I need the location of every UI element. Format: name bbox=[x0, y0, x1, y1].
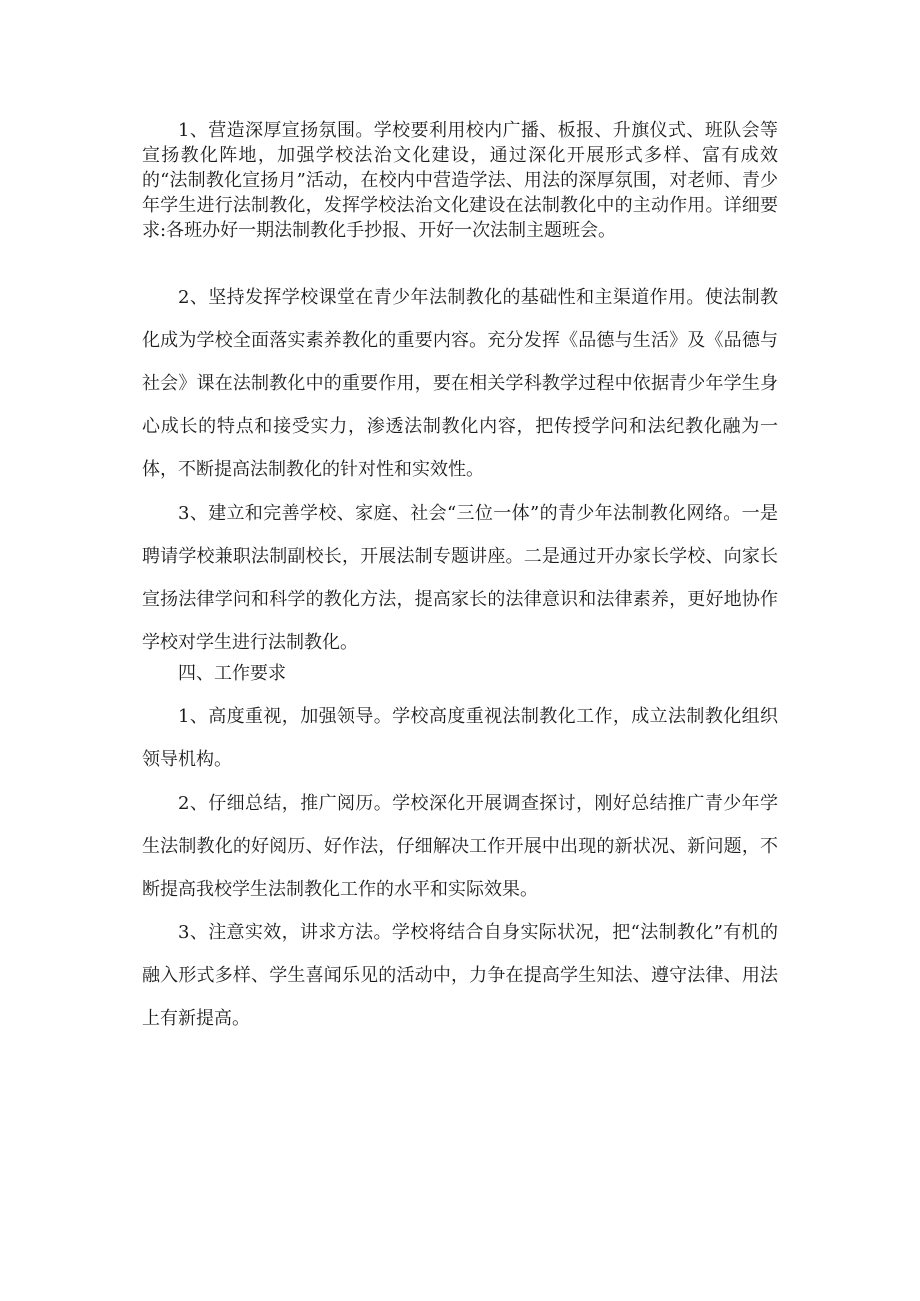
paragraph-leadership: 1、高度重视，加强领导。学校高度重视法制教化工作，成立法制教化组织领导机构。 bbox=[142, 706, 778, 770]
paragraph-education-network: 3、建立和完善学校、家庭、社会“三位一体”的青少年法制教化网络。一是聘请学校兼职法制副校长，开展法制专题讲座。二是通过开办家长学校、向家长宣扬法律学问和科学的教化方法，提高家长的法律意识和法律素养，更好地协作学校对学生进行法制教化。 bbox=[142, 503, 778, 653]
paragraph-summary-experience: 2、仔细总结，推广阅历。学校深化开展调查探讨，刚好总结推广青少年学生法制教化的好阅历、好作法，仔细解决工作开展中出现的新状况、新问题，不断提高我校学生法制教化工作的水平和实际效果。 bbox=[142, 793, 778, 900]
paragraph-publicity-atmosphere: 1、营造深厚宣扬氛围。学校要利用校内广播、板报、升旗仪式、班队会等宣扬教化阵地，加强学校法治文化建设，通过深化开展形式多样、富有成效的“法制教化宣扬月”活动，在校内中营造学法、用法的深厚氛围，对老师、青少年学生进行法制教化，发挥学校法治文化建设在法制教化中的主动作用。详细要求:各班办好一期法制教化手抄报、开好一次法制主题班会。 bbox=[142, 120, 778, 241]
section-heading-work-requirements: 四、工作要求 bbox=[178, 663, 286, 684]
paragraph-effectiveness: 3、注意实效，讲求方法。学校将结合自身实际状况，把“法制教化”有机的融入形式多样、学生喜闻乐见的活动中，力争在提高学生知法、遵守法律、用法上有新提高。 bbox=[142, 922, 778, 1029]
paragraph-classroom-role: 2、坚持发挥学校课堂在青少年法制教化的基础性和主渠道作用。使法制教化成为学校全面落实素养教化的重要内容。充分发挥《品德与生活》及《品德与社会》课在法制教化中的重要作用，要在相关学科教学过程中依据青少年学生身心成长的特点和接受实力，渗透法制教化内容，把传授学问和法纪教化融为一体，不断提高法制教化的针对性和实效性。 bbox=[142, 287, 778, 480]
